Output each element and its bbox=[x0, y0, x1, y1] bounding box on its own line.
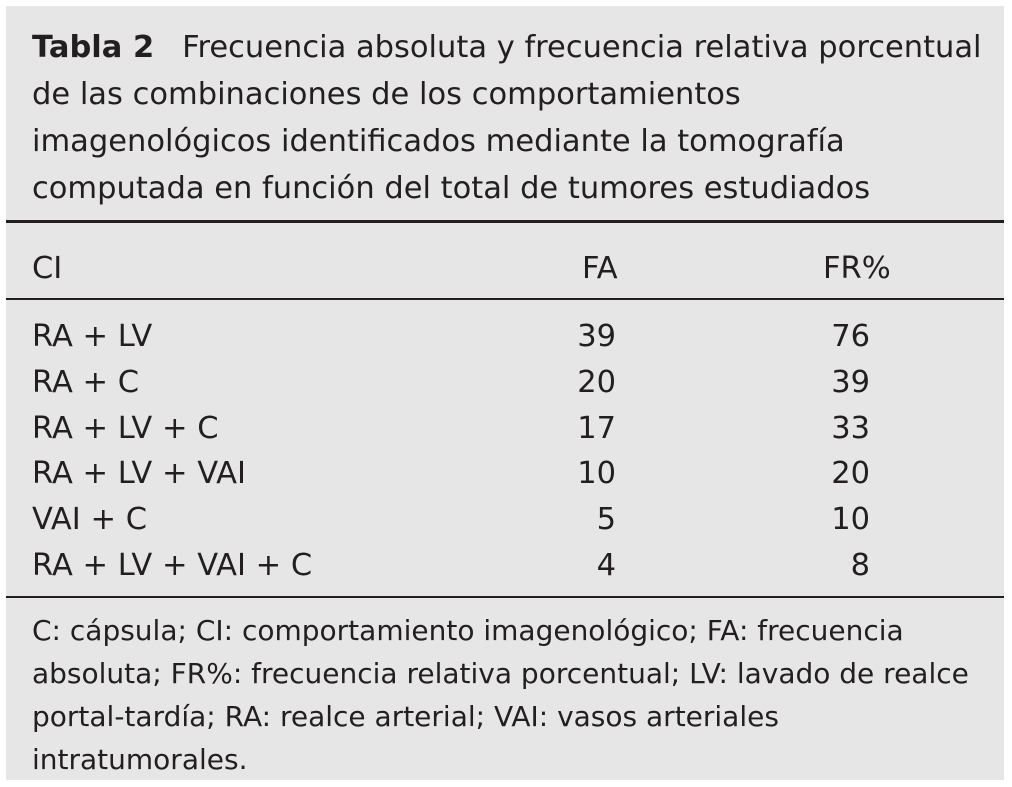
table-caption bbox=[32, 24, 982, 212]
row-fr: 8 bbox=[850, 548, 870, 583]
table-panel bbox=[6, 6, 1004, 780]
row-fr: 76 bbox=[831, 319, 870, 354]
row-ci: RA + LV bbox=[32, 319, 153, 354]
row-fa: 39 bbox=[577, 319, 616, 354]
row-fr: 10 bbox=[831, 502, 870, 537]
bottom-rule bbox=[6, 596, 1004, 598]
header-rule bbox=[6, 298, 1004, 300]
row-fa: 17 bbox=[577, 411, 616, 446]
table-caption-text: Frecuencia absoluta y frecuencia relativa porcentual de las combinaciones de los comportamientos imagenológicos identificados mediante la tomografía computada en función del total de tumores estudiados bbox=[32, 30, 982, 206]
header-ci: CI bbox=[32, 251, 63, 286]
row-ci: RA + C bbox=[32, 365, 140, 400]
row-ci: RA + LV + C bbox=[32, 411, 219, 446]
row-fr: 20 bbox=[831, 456, 870, 491]
row-fr: 39 bbox=[831, 365, 870, 400]
header-fa: FA bbox=[582, 251, 618, 286]
row-fr: 33 bbox=[831, 411, 870, 446]
header-fr: FR% bbox=[823, 251, 891, 286]
row-fa: 20 bbox=[577, 365, 616, 400]
row-ci: RA + LV + VAI bbox=[32, 456, 246, 491]
row-fa: 5 bbox=[596, 502, 616, 537]
row-fa: 10 bbox=[577, 456, 616, 491]
table-label: Tabla 2 bbox=[32, 30, 155, 65]
top-rule bbox=[6, 220, 1004, 223]
row-ci: RA + LV + VAI + C bbox=[32, 548, 313, 583]
row-ci: VAI + C bbox=[32, 502, 148, 537]
row-fa: 4 bbox=[596, 548, 616, 583]
table-footnote: C: cápsula; CI: comportamiento imagenológico; FA: frecuencia absoluta; FR%: frecuencia relativa porcentual; LV: lavado de realce portal-tardía; RA: realce arterial; VAI: vasos arteriales intratumorales. bbox=[32, 614, 969, 776]
